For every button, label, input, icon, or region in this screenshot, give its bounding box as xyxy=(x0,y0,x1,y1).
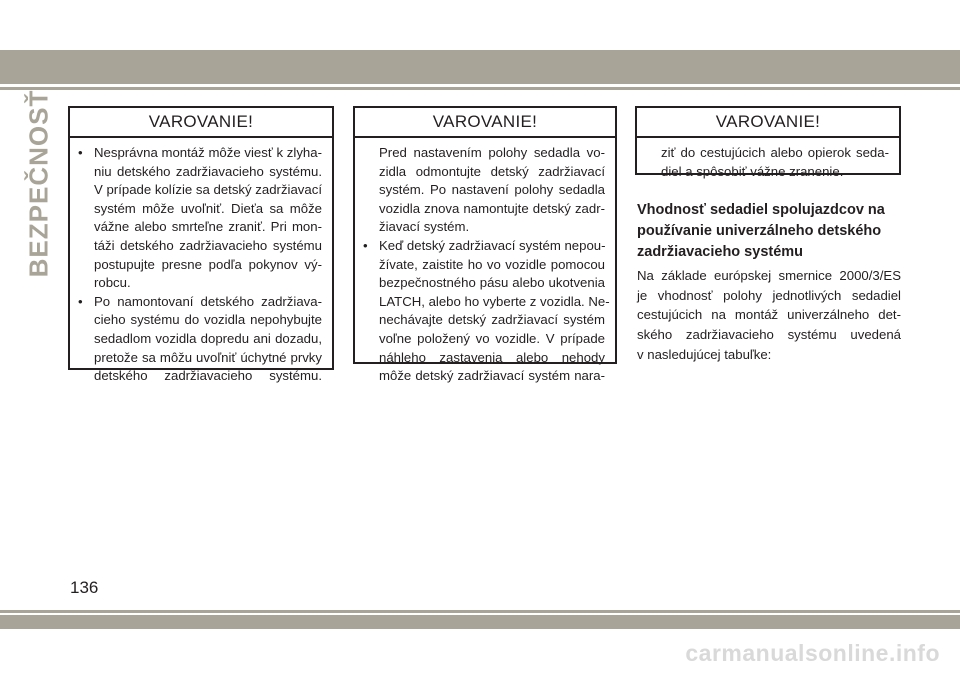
warning-line: niu detského zadržiavacieho systému. xyxy=(94,163,322,179)
warning-line: sedadlom vozidla dopredu ani dozadu, xyxy=(94,330,322,346)
header-rule xyxy=(0,87,960,90)
watermark: carmanualsonline.info xyxy=(685,640,940,666)
warning-body xyxy=(355,138,615,390)
section-tab-label: BEZPEČNOSŤ xyxy=(23,89,54,277)
warning-box-3 xyxy=(635,106,901,179)
warning-line xyxy=(363,237,605,256)
warning-line: detského zadržiavacieho systému. xyxy=(94,368,322,384)
warning-line: cieho systému do vozidla nepohybujte xyxy=(94,312,322,328)
warning-line: nechávajte detský zadržiavací systém xyxy=(379,312,605,328)
warning-line: systém. Po nastavení polohy sedadla xyxy=(379,182,605,198)
warning-line: robcu. xyxy=(94,275,131,291)
paragraph-line: je vhodnosť polohy jednotlivých sedadiel xyxy=(637,287,901,303)
section-heading xyxy=(637,200,901,263)
page-number: 136 xyxy=(70,578,99,597)
warning-line: Pred nastavením polohy sedadla vo- xyxy=(379,145,605,160)
paragraph-line: ského zadržiavacieho systému uvedená xyxy=(637,327,901,343)
heading-line: používanie univerzálneho detského xyxy=(637,223,882,239)
paragraph-line: Na základe európskej smernice 2000/3/ES xyxy=(637,268,901,283)
warning-line: V prípade kolízie sa detský zadržiavací xyxy=(94,182,322,198)
warning-line: náhleho zastavenia alebo nehody xyxy=(379,349,605,365)
header-band xyxy=(0,50,960,84)
bullet-icon: • xyxy=(78,145,83,160)
warning-line-text: Nesprávna montáž môže viesť k zlyha- xyxy=(94,145,322,160)
warning-line xyxy=(78,293,322,312)
warning-line: žívate, zaistite ho vo vozidle pomocou xyxy=(379,256,605,272)
warning-line: pretože sa môžu uvoľniť úchytné prvky xyxy=(94,349,322,365)
paragraph-line: cestujúcich na montáž univerzálneho det- xyxy=(637,307,901,323)
warning-line: ziť do cestujúcich alebo opierok seda- xyxy=(661,145,889,160)
warning-title: VAROVANIE! xyxy=(355,108,615,138)
warning-line: žiavací systém. xyxy=(379,219,470,235)
heading-line: Vhodnosť sedadiel spolujazdcov na xyxy=(637,202,885,218)
warning-box-1 xyxy=(68,106,334,384)
warning-body xyxy=(637,138,899,185)
footer-band xyxy=(0,615,960,629)
warning-line: diel a spôsobiť vážne zranenie. xyxy=(661,163,844,179)
warning-box-2 xyxy=(353,106,617,384)
warning-title: VAROVANIE! xyxy=(70,108,332,138)
warning-line xyxy=(78,144,322,163)
warning-line: bezpečnostného pásu alebo ukotvenia xyxy=(379,275,605,291)
warning-title: VAROVANIE! xyxy=(637,108,899,138)
warning-line: systém môže uvoľniť. Dieťa sa môže xyxy=(94,200,322,216)
warning-line: postupujte presne podľa pokynov vý- xyxy=(94,256,322,272)
heading-line: zadržiavacieho systému xyxy=(637,244,804,260)
warning-line: vozidla znova namontujte detský zadr- xyxy=(379,200,605,216)
bullet-icon: • xyxy=(363,237,368,253)
warning-body xyxy=(70,138,332,390)
warning-line-text: Keď detský zadržiavací systém nepou- xyxy=(379,237,606,253)
bullet-icon: • xyxy=(78,293,83,309)
warning-line: voľne položený vo vozidle. V prípade xyxy=(379,330,605,346)
warning-line: zidla odmontujte detský zadržiavací xyxy=(379,163,605,179)
body-paragraph xyxy=(637,266,901,365)
paragraph-line: v nasledujúcej tabuľke: xyxy=(637,346,772,362)
warning-line-text: Po namontovaní detského zadržiava- xyxy=(94,293,322,309)
section-tab xyxy=(22,89,56,277)
footer-rule xyxy=(0,610,960,613)
warning-line: LATCH, alebo ho vyberte z vozidla. Ne- xyxy=(379,293,610,309)
warning-line: môže detský zadržiavací systém nara- xyxy=(379,368,605,384)
warning-line: vážne alebo smrteľne zraniť. Pri mon- xyxy=(94,219,322,235)
warning-line: táži detského zadržiavacieho systému xyxy=(94,237,322,253)
